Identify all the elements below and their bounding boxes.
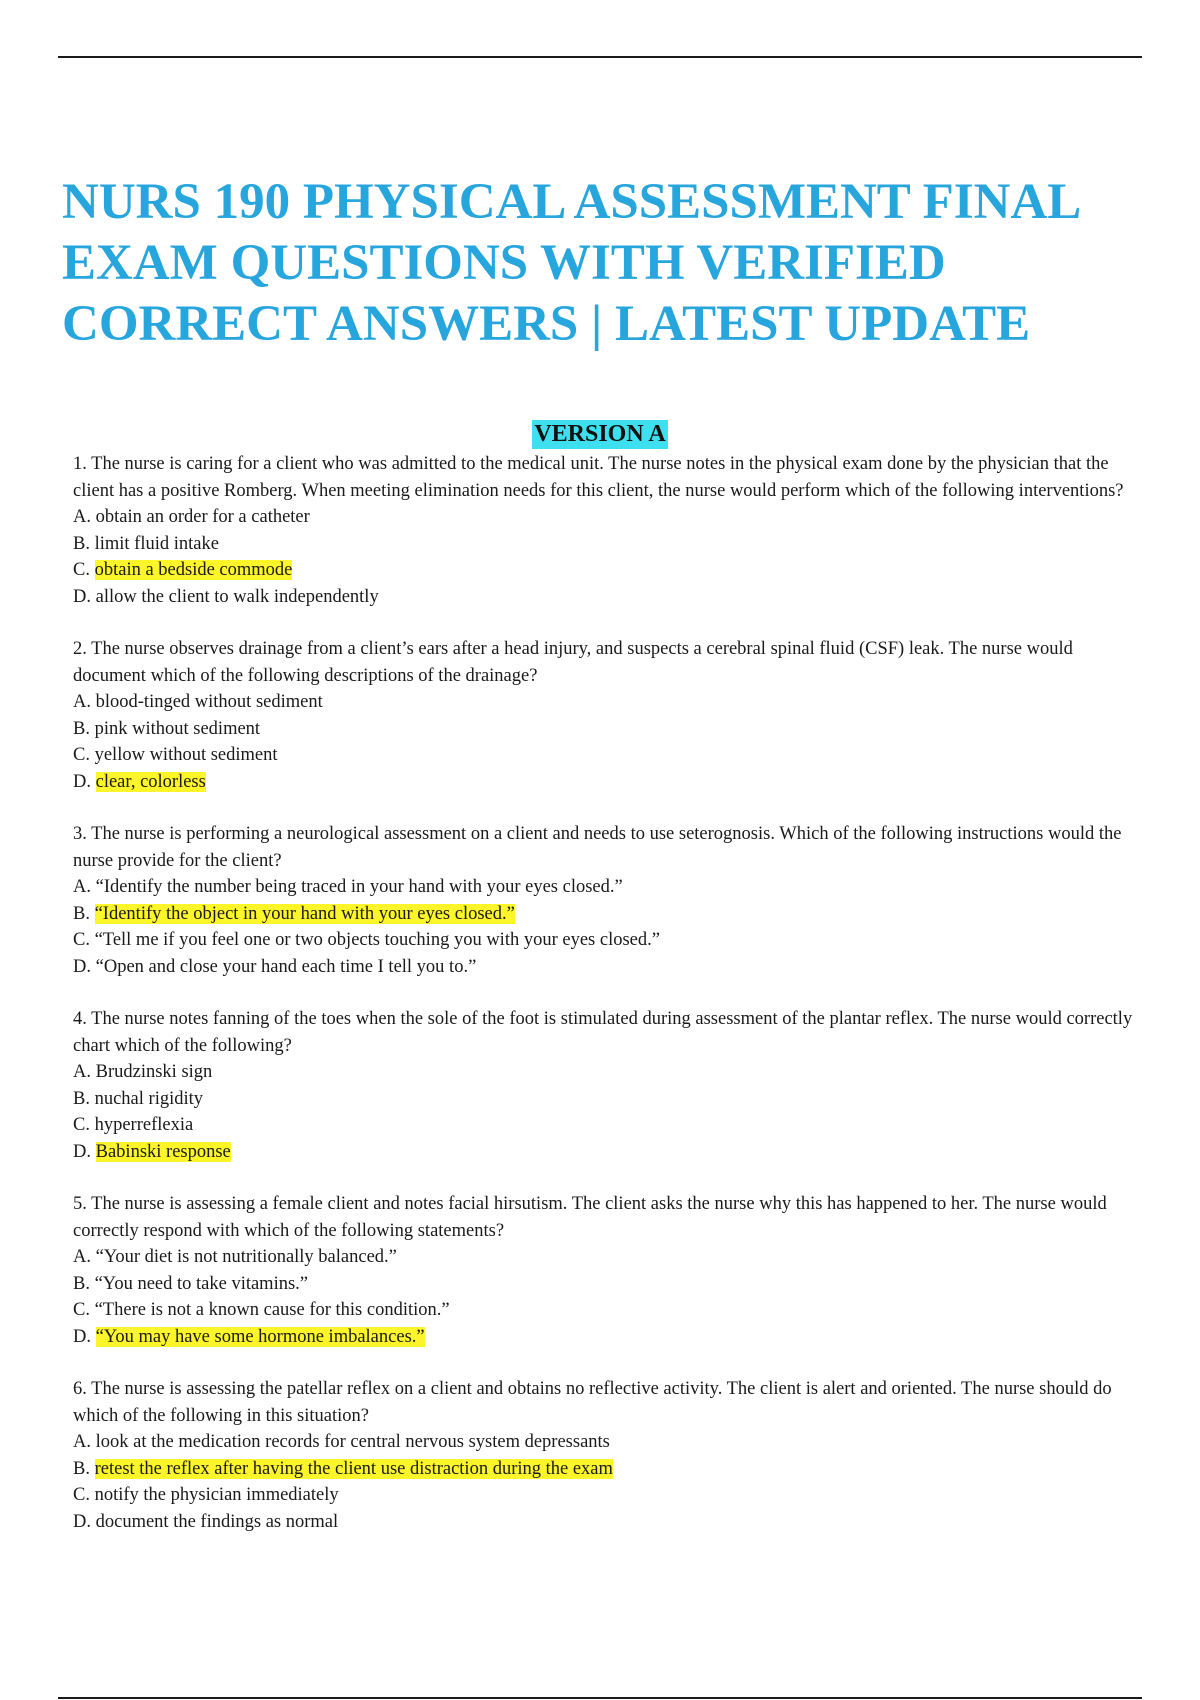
question-list (73, 451, 1148, 1561)
document-title: NURS 190 PHYSICAL ASSESSMENT FINAL EXAM QUESTIONS WITH VERIFIED CORRECT ANSWERS | LATEST UPDATE (62, 174, 1079, 352)
option-letter: B. (73, 1273, 90, 1294)
correct-answer-text: “Identify the object in your hand with your eyes closed.” (94, 903, 515, 924)
answer-option (73, 927, 1148, 954)
option-letter: A. (73, 507, 91, 527)
question-stem: 2. The nurse observes drainage from a client’s ears after a head injury, and suspects a cerebral spinal fluid (CSF) leak. The nurse would document which of the following descriptions of the drainage? (73, 639, 1073, 686)
option-text: limit fluid intake (94, 533, 219, 554)
answer-option (73, 769, 1148, 796)
option-text: document the findings as normal (95, 1511, 339, 1532)
answer-option (73, 1297, 1148, 1324)
correct-answer-text: obtain a bedside commode (94, 560, 293, 580)
option-text: “There is not a known cause for this condition.” (94, 1300, 450, 1320)
option-text: yellow without sediment (94, 745, 278, 765)
answer-option (73, 1112, 1148, 1139)
option-letter: B. (73, 903, 90, 924)
option-text: “You need to take vitamins.” (94, 1273, 308, 1294)
answer-option (73, 689, 1148, 716)
version-heading (0, 420, 1200, 449)
question-5 (73, 1191, 1148, 1350)
option-text: blood-tinged without sediment (95, 692, 323, 712)
option-letter: C. (73, 1300, 90, 1320)
question-4 (73, 1006, 1148, 1165)
option-letter: B. (73, 1458, 90, 1479)
answer-option (73, 1139, 1148, 1166)
question-stem: 5. The nurse is assessing a female client and notes facial hirsutism. The client asks the nurse why this has happened to her. The nurse would correctly respond with which of the following statements? (73, 1194, 1107, 1241)
answer-option (73, 874, 1148, 901)
question-stem: 6. The nurse is assessing the patellar reflex on a client and obtains no reflective activity. The client is alert and oriented. The nurse should do which of the following in this situation? (73, 1379, 1112, 1426)
option-text: allow the client to walk independently (95, 586, 379, 607)
option-letter: A. (73, 1432, 91, 1452)
question-stem: 4. The nurse notes fanning of the toes when the sole of the foot is stimulated during assessment of the plantar reflex. The nurse would correctly chart which of the following? (73, 1009, 1133, 1056)
option-text: nuchal rigidity (94, 1088, 204, 1109)
option-letter: C. (73, 560, 90, 580)
option-text: hyperreflexia (94, 1115, 194, 1135)
option-letter: A. (73, 1247, 91, 1267)
option-text: “Identify the number being traced in your hand with your eyes closed.” (95, 877, 623, 897)
correct-answer-text: Babinski response (95, 1141, 231, 1162)
option-text: “Your diet is not nutritionally balanced.” (95, 1247, 397, 1267)
answer-option (73, 1059, 1148, 1086)
answer-option (73, 742, 1148, 769)
answer-option (73, 584, 1148, 611)
option-letter: D. (73, 1511, 91, 1532)
answer-option (73, 1482, 1148, 1509)
correct-answer-text: clear, colorless (95, 771, 206, 792)
answer-option (73, 531, 1148, 558)
option-letter: D. (73, 956, 91, 977)
answer-option (73, 557, 1148, 584)
option-letter: C. (73, 1115, 90, 1135)
option-text: look at the medication records for central nervous system depressants (95, 1432, 610, 1452)
option-letter: A. (73, 1062, 91, 1082)
bottom-rule (58, 1697, 1142, 1699)
option-letter: C. (73, 930, 90, 950)
correct-answer-text: retest the reflex after having the client use distraction during the exam (94, 1458, 613, 1479)
top-rule (58, 56, 1142, 58)
option-letter: B. (73, 1088, 90, 1109)
answer-option (73, 1271, 1148, 1298)
option-letter: C. (73, 745, 90, 765)
answer-option (73, 716, 1148, 743)
answer-option (73, 1509, 1148, 1536)
correct-answer-text: “You may have some hormone imbalances.” (95, 1326, 425, 1347)
answer-option (73, 1324, 1148, 1351)
option-letter: A. (73, 877, 91, 897)
answer-option (73, 954, 1148, 981)
answer-option (73, 1456, 1148, 1483)
answer-option (73, 1086, 1148, 1113)
option-letter: D. (73, 1141, 91, 1162)
option-text: obtain an order for a catheter (95, 507, 310, 527)
option-letter: C. (73, 1485, 90, 1505)
option-text: pink without sediment (94, 718, 261, 739)
option-text: “Open and close your hand each time I tell you to.” (95, 956, 477, 977)
option-letter: B. (73, 533, 90, 554)
question-1 (73, 451, 1148, 610)
option-letter: B. (73, 718, 90, 739)
answer-option (73, 901, 1148, 928)
option-letter: D. (73, 1326, 91, 1347)
option-text: Brudzinski sign (95, 1062, 213, 1082)
answer-option (73, 504, 1148, 531)
option-text: notify the physician immediately (94, 1485, 339, 1505)
question-2 (73, 636, 1148, 795)
question-6 (73, 1376, 1148, 1535)
answer-option (73, 1429, 1148, 1456)
question-3 (73, 821, 1148, 980)
option-letter: A. (73, 692, 91, 712)
option-letter: D. (73, 586, 91, 607)
answer-option (73, 1244, 1148, 1271)
question-stem: 1. The nurse is caring for a client who was admitted to the medical unit. The nurse notes in the physical exam done by the physician that the client has a positive Romberg. When meeting elimination needs for this client, the nurse would perform which of the following interventions? (73, 454, 1124, 501)
question-stem: 3. The nurse is performing a neurological assessment on a client and needs to use seterognosis. Which of the following instructions would the nurse provide for the client? (73, 824, 1122, 871)
version-label: VERSION A (534, 421, 666, 447)
option-letter: D. (73, 771, 91, 792)
option-text: “Tell me if you feel one or two objects touching you with your eyes closed.” (94, 930, 660, 950)
